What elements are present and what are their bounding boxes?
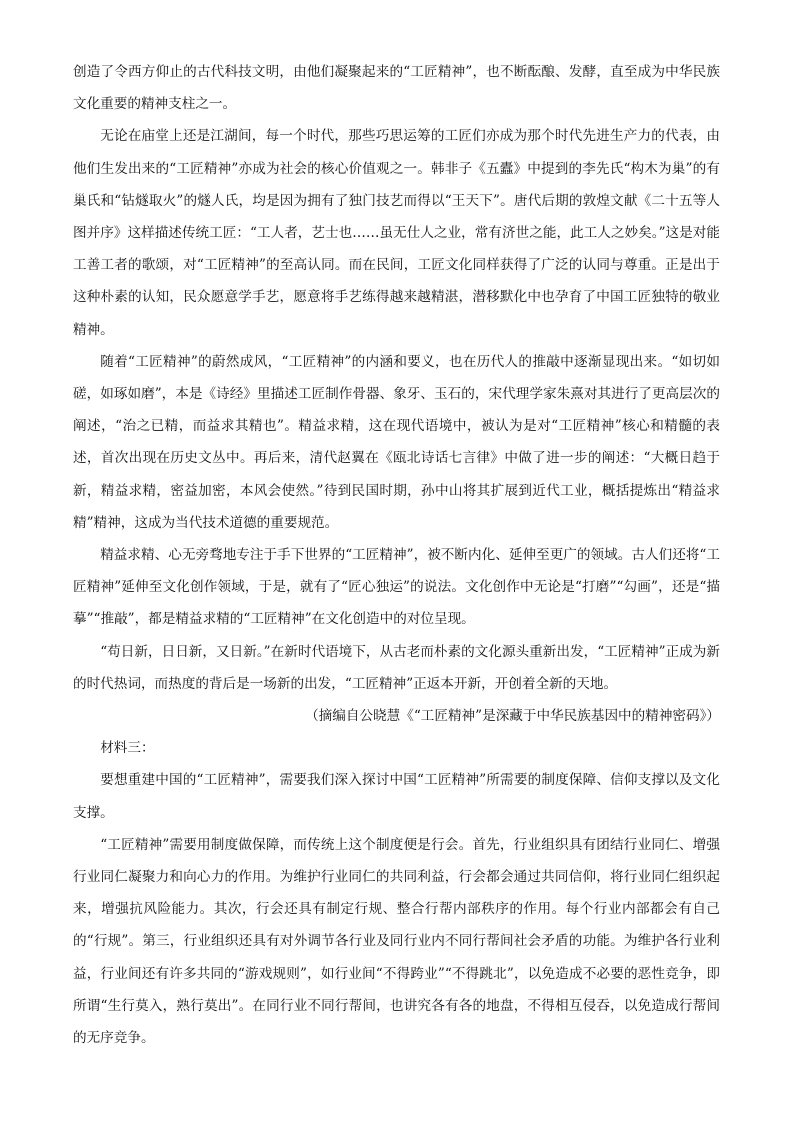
- paragraph-new-era: “苟日新，日日新，又日新。”在新时代语境下，从古老而朴素的文化源头重新出发，“工匠精神”正成为新的时代热词，而热度的背后是一场新的出发，“工匠精神”正返本开新，开创着全新的天地。: [73, 643, 720, 692]
- paragraph-connotation: 随着“工匠精神”的蔚然成风，“工匠精神”的内涵和要义，也在历代人的推敲中逐渐显现出来。“如切如磋，如琢如磨”，本是《诗经》里描述工匠制作骨器、象牙、玉石的，宋代理学家朱熹对其进行了更高层次的阐述，“治之已精，而益求其精也”。精益求精，这在现代语境中，被认为是对“工匠精神”核心和精髓的表述，首次出现在历史文丛中。再后来，清代赵翼在《瓯北诗话七言律》中做了进一步的阐述：“大概日趋于新，精益求精，密益加密，本风会使然。”待到民国时期，孙中山将其扩展到近代工业，概括提炼出“精益求精”精神，这成为当代技术道德的重要规范。: [73, 353, 720, 531]
- paragraph-rebuild: 要想重建中国的“工匠精神”，需要我们深入探讨中国“工匠精神”所需要的制度保障、信仰支撑以及文化支撑。: [73, 772, 720, 821]
- document-page: [73, 56, 720, 1054]
- paragraph-artisans-era: 无论在庙堂上还是江湖间，每一个时代，那些巧思运筹的工匠们亦成为那个时代先进生产力的代表，由他们生发出来的“工匠精神”亦成为社会的核心价值观之一。韩非子《五蠹》中提到的李先氏“构木为巢”的有巢氏和“钻燧取火”的燧人氏，均是因为拥有了独门技艺而得以“王天下”。唐代后期的敦煌文献《二十五等人图并序》这样描述传统工匠：“工人者，艺士也……虽无仕人之业，常有济世之能，此工人之妙矣。”这是对能工善工者的歌颂，对“工匠精神”的至高认同。而在民间，工匠文化同样获得了广泛的认同与尊重。正是出于这种朴素的认知，民众愿意学手艺，愿意将手艺练得越来越精湛，潜移默化中也孕育了中国工匠独特的敬业精神。: [73, 128, 720, 338]
- source-citation: （摘编自公晓慧《“工匠精神”是深藏于中华民族基因中的精神密码》）: [305, 708, 720, 725]
- paragraph-guild-system: “工匠精神”需要用制度做保障，而传统上这个制度便是行会。首先，行业组织具有团结行业同仁、增强行业同仁凝聚力和向心力的作用。为维护行业同仁的共同利益，行会都会通过共同信仰，将行业同仁组织起来，增强抗风险能力。其次，行会还具有制定行规、整合行帮内部秩序的作用。每个行业内部都会有自己的“行规”。第三，行业组织还具有对外调节各行业及同行业内不同行帮间社会矛盾的功能。为维护各行业利益，行业间还有许多共同的“游戏规则”，如行业间“不得跨业”“不得跳北”，以免造成不必要的恶性竞争，即所谓“生行莫入，熟行莫出”。在同行业不同行帮间，也讲究各有各的地盘，不得相互侵吞，以免造成行帮间的无序竞争。: [73, 836, 720, 1047]
- material-label: 材料三：: [100, 740, 155, 757]
- paragraph-continuation: 创造了令西方仰止的古代科技文明，由他们凝聚起来的“工匠精神”，也不断酝酿、发酵，直至成为中华民族文化重要的精神支柱之一。: [73, 64, 720, 113]
- paragraph-extension: 精益求精、心无旁骛地专注于手下世界的“工匠精神”，被不断内化、延伸至更广的领域。古人们还将“工匠精神”延伸至文化创作领域，于是，就有了“匠心独运”的说法。文化创作中无论是“打磨”“勾画”，还是“描摹”“推敲”，都是精益求精的“工匠精神”在文化创造中的对位呈现。: [73, 547, 720, 628]
